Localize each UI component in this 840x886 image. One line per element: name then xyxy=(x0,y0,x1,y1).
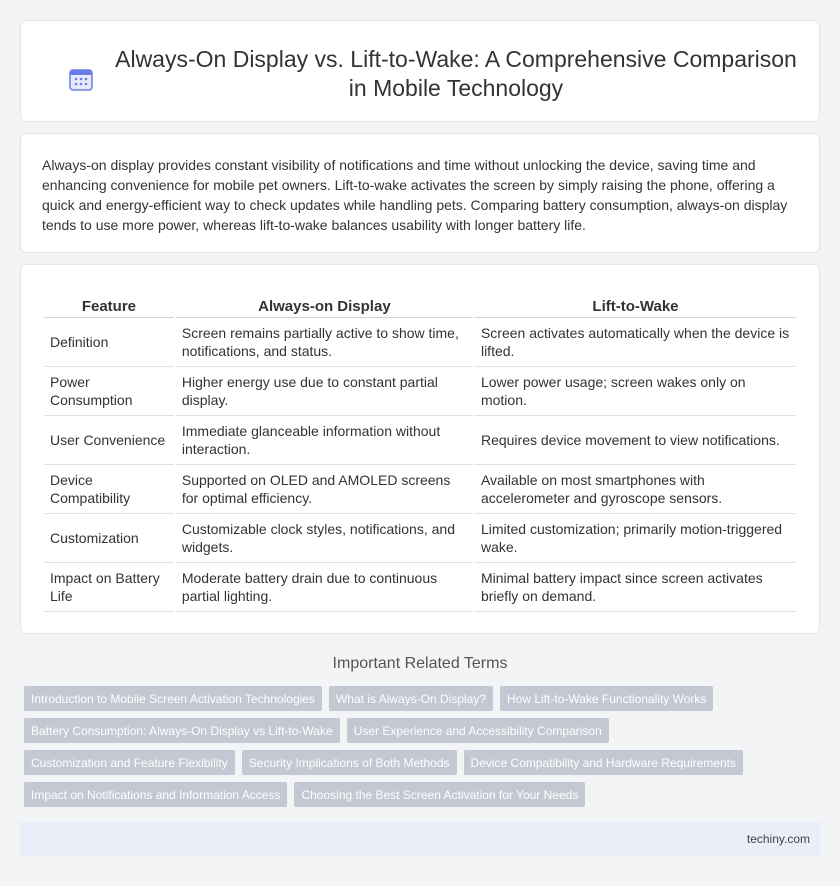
table-cell-feature: Impact on Battery Life xyxy=(44,563,174,612)
related-term-tag[interactable]: Introduction to Mobile Screen Activation Technologies xyxy=(24,686,322,711)
table-cell-lift-to-wake: Available on most smartphones with accelerometer and gyroscope sensors. xyxy=(475,465,796,514)
related-term-tag[interactable]: Battery Consumption: Always-On Display vs Lift-to-Wake xyxy=(24,718,340,743)
related-term-tag[interactable]: Customization and Feature Flexibility xyxy=(24,750,235,775)
page-title-line-2: in Mobile Technology xyxy=(348,75,564,101)
table-row xyxy=(44,416,796,465)
related-terms-list xyxy=(20,686,820,814)
table-row xyxy=(44,563,796,612)
table-cell-feature: Customization xyxy=(44,514,174,563)
table-cell-lift-to-wake: Screen activates automatically when the device is lifted. xyxy=(475,318,796,367)
comparison-table xyxy=(42,293,798,612)
related-term-tag[interactable]: Security Implications of Both Methods xyxy=(242,750,457,775)
related-term-tag[interactable]: What is Always-On Display? xyxy=(329,686,493,711)
table-cell-always-on: Higher energy use due to constant partial display. xyxy=(176,367,473,416)
intro-card xyxy=(20,133,820,253)
table-cell-lift-to-wake: Lower power usage; screen wakes only on motion. xyxy=(475,367,796,416)
table-cell-always-on: Screen remains partially active to show time, notifications, and status. xyxy=(176,318,473,367)
related-term-tag[interactable]: How Lift-to-Wake Functionality Works xyxy=(500,686,713,711)
intro-paragraph: Always-on display provides constant visibility of notifications and time without unlocking the device, saving time and enhancing convenience for mobile pet owners. Lift-to-wake activates the screen by simply raising the phone, offering a quick and energy-efficient way to check updates while handling pets. Comparing battery consumption, always-on display tends to use more power, whereas lift-to-wake balances usability with longer battery life. xyxy=(42,157,788,233)
table-cell-feature: Definition xyxy=(44,318,174,367)
footer xyxy=(20,822,820,856)
related-term-tag[interactable]: Device Compatibility and Hardware Requirements xyxy=(464,750,743,775)
table-row xyxy=(44,318,796,367)
table-cell-feature: Device Compatibility xyxy=(44,465,174,514)
table-row xyxy=(44,514,796,563)
column-header-lift-to-wake: Lift-to-Wake xyxy=(475,293,796,318)
related-term-tag[interactable]: Choosing the Best Screen Activation for Your Needs xyxy=(294,782,585,807)
table-cell-feature: User Convenience xyxy=(44,416,174,465)
calendar-icon xyxy=(69,69,93,91)
related-term-tag[interactable]: Impact on Notifications and Information Access xyxy=(24,782,287,807)
table-cell-always-on: Immediate glanceable information without interaction. xyxy=(176,416,473,465)
table-cell-lift-to-wake: Limited customization; primarily motion-triggered wake. xyxy=(475,514,796,563)
table-header-row xyxy=(44,293,796,318)
related-terms-heading: Important Related Terms xyxy=(332,655,508,672)
footer-brand[interactable]: techiny.com xyxy=(746,832,810,846)
table-cell-always-on: Customizable clock styles, notifications, and widgets. xyxy=(176,514,473,563)
table-cell-feature: Power Consumption xyxy=(44,367,174,416)
table-row xyxy=(44,465,796,514)
table-row xyxy=(44,367,796,416)
table-cell-always-on: Supported on OLED and AMOLED screens for optimal efficiency. xyxy=(176,465,473,514)
table-cell-lift-to-wake: Minimal battery impact since screen activates briefly on demand. xyxy=(475,563,796,612)
related-term-tag[interactable]: User Experience and Accessibility Comparison xyxy=(347,718,609,743)
comparison-table-card xyxy=(20,264,820,634)
table-cell-lift-to-wake: Requires device movement to view notifications. xyxy=(475,416,796,465)
table-cell-always-on: Moderate battery drain due to continuous partial lighting. xyxy=(176,563,473,612)
page-title xyxy=(101,45,811,103)
column-header-always-on-display: Always-on Display xyxy=(176,293,473,318)
page-title-line-1: Always-On Display vs. Lift-to-Wake: A Comprehensive Comparison xyxy=(115,46,797,72)
header-card xyxy=(20,20,820,122)
column-header-feature: Feature xyxy=(44,293,174,318)
